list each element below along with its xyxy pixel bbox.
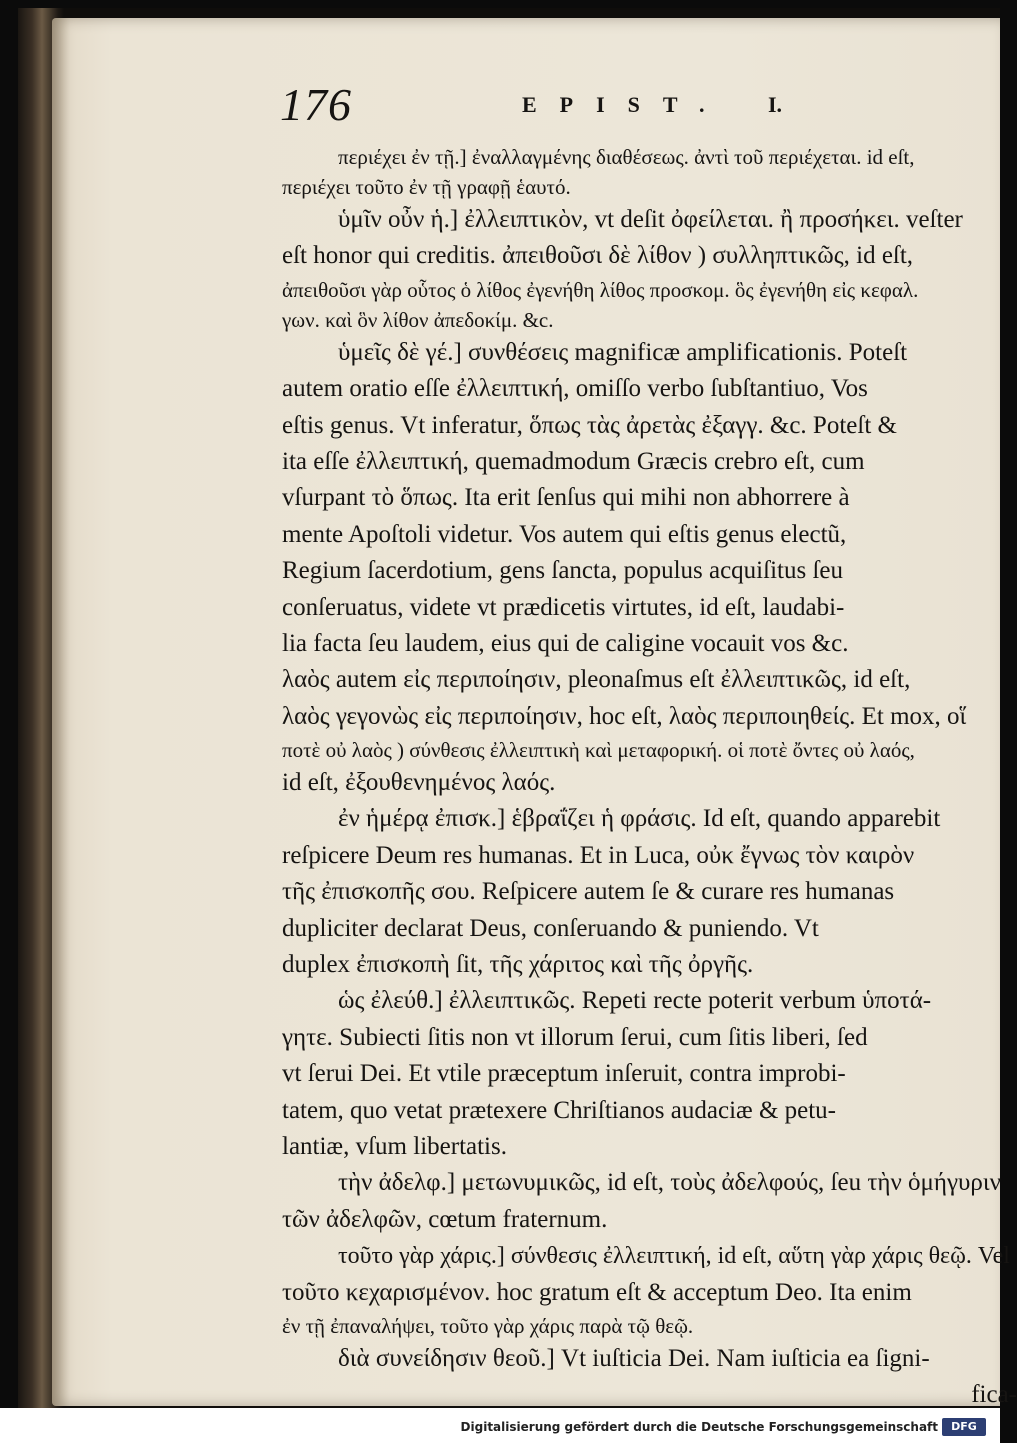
text-line: vſurpant τὸ ὅπως. Ita erit ſenſus qui mihi non abhorrere à [282, 484, 850, 512]
text-line: dupliciter declarat Deus, conſeruando & puniendo. Vt [282, 914, 819, 942]
text-line: περιέχει τοῦτο ἐν τῇ γραφῇ ἑαυτό. [282, 175, 571, 199]
text-line: τῆς ἐπισκοπῆς σου. Reſpicere autem ſe & curare res humanas [282, 878, 895, 906]
page-number: 176 [280, 79, 352, 130]
text-line: ἐν τῇ ἐπαναλήψει, τοῦτο γὰρ χάρις παρὰ τῷ θεῷ. [282, 1313, 694, 1338]
text-line: conſeruatus, videte vt prædicetis virtutes, id eſt, laudabi- [282, 593, 845, 621]
text-line: τοῦτο γὰρ χάρις.] σύνθεσις ἐλλειπτική, id eſt, αὕτη γὰρ χάρις θεῷ. Vel [338, 1243, 1010, 1270]
book-page [52, 18, 1017, 1409]
text-line: tatem, quo vetat prætexere Chriſtianos audaciæ & petu- [282, 1096, 837, 1124]
text-line: λαὸς autem εἰς περιποίησιν, pleonaſmus eſt ἐλλειπτικῶς, id eſt, [282, 666, 911, 694]
text-line: τοῦτο κεχαρισμένον. hoc gratum eſt & acceptum Deo. Ita enim [282, 1278, 912, 1306]
text-line: διὰ συνείδησιν θεοῦ.] Vt iuſticia Dei. Nam iuſticia ea ſigni- [338, 1344, 930, 1372]
text-line: λαὸς γεγονὼς εἰς περιποίησιν, hoc eſt, λαὸς περιποιηθείς. Et mox, οἵ [282, 702, 967, 730]
text-line: ita eſſe ἐλλειπτική, quemadmodum Græcis crebro eſt, cum [282, 447, 865, 475]
text-line: duplex ἐπισκοπὴ ſit, τῆς χάριτος καὶ τῆς ὀργῆς. [282, 951, 754, 979]
text-line: vt ſerui Dei. Et vtile præceptum inſeruit, contra improbi- [282, 1060, 846, 1088]
text-line: eſt honor qui creditis. ἀπειθοῦσι δὲ λίθον ) συλληπτικῶς, id eſt, [282, 242, 914, 270]
text-line: γητε. Subiecti ſitis non vt illorum ſerui, cum ſitis liberi, ſed [282, 1023, 868, 1051]
text-line: lantiæ, vſum libertatis. [282, 1132, 507, 1160]
text-line: mente Apoſtoli videtur. Vos autem qui eſtis genus electũ, [282, 520, 847, 548]
text-line: eſtis genus. Vt inferatur, ὅπως τὰς ἀρετὰς ἐξαγγ. &c. Poteſt & [282, 411, 897, 439]
text-line: περιέχει ἐν τῇ.] ἐναλλαγμένης διαθέσεως. ἀντὶ τοῦ περιέχεται. id eſt, [338, 145, 915, 169]
text-line: id eſt, ἐξουθενημένος λαός. [282, 769, 556, 797]
text-line: autem oratio eſſe ἐλλειπτική, omiſſo verbo ſubſtantiuo, Vos [282, 375, 868, 403]
text-line: τὴν ἀδελφ.] μετωνυμικῶς, id eſt, τοὺς ἀδελφούς, ſeu τὴν ὁμήγυριν [338, 1169, 1001, 1197]
text-line: ὑμῖν οὖν ἡ.] ἐλλειπτικὸν, vt deſit ὀφείλεται. ἢ προσήκει. veſter [338, 206, 963, 233]
funding-notice: Digitalisierung gefördert durch die Deutsche Forschungsgemeinschaft [460, 1420, 938, 1434]
text-line: fica- [971, 1381, 1017, 1409]
digitization-footer [0, 1408, 1000, 1443]
running-head-number: I. [768, 92, 783, 117]
text-line: γων. καὶ ὃν λίθον ἀπεδοκίμ. &c. [282, 307, 554, 332]
running-head: EPIST. [522, 92, 728, 117]
text-line: ὑμεῖς δὲ γέ.] συνθέσεις magnificæ amplificationis. Poteſt [338, 338, 908, 366]
body-text [282, 142, 1017, 1414]
text-line: ὡς ἐλεύθ.] ἐλλειπτικῶς. Repeti recte poterit verbum ὑποτά- [338, 987, 932, 1015]
text-line: Regium ſacerdotium, gens ſancta, populus acquiſitus ſeu [282, 557, 843, 585]
page-header [52, 78, 1000, 138]
text-line: reſpicere Deum res humanas. Et in Luca, οὐκ ἔγνως τὸν καιρὸν [282, 841, 915, 869]
dfg-logo: DFG [942, 1418, 986, 1436]
text-line: ποτὲ οὐ λαὸς ) σύνθεσις ἐλλειπτικὴ καὶ μεταφορική. οἱ ποτὲ ὄντες οὐ λαός, [282, 738, 915, 763]
text-line: ἀπειθοῦσι γὰρ οὗτος ὁ λίθος ἐγενήθη λίθος προσκομ. ὃς ἐγενήθη εἰς κεφαλ. [282, 277, 919, 302]
text-line: lia facta ſeu laudem, eius qui de caligine vocauit vos &c. [282, 629, 849, 657]
text-line: τῶν ἀδελφῶν, cœtum fraternum. [282, 1205, 608, 1233]
text-line: ἐν ἡμέρᾳ ἐπισκ.] ἑβραΐζει ἡ φράσις. Id eſt, quando apparebit [338, 805, 941, 833]
